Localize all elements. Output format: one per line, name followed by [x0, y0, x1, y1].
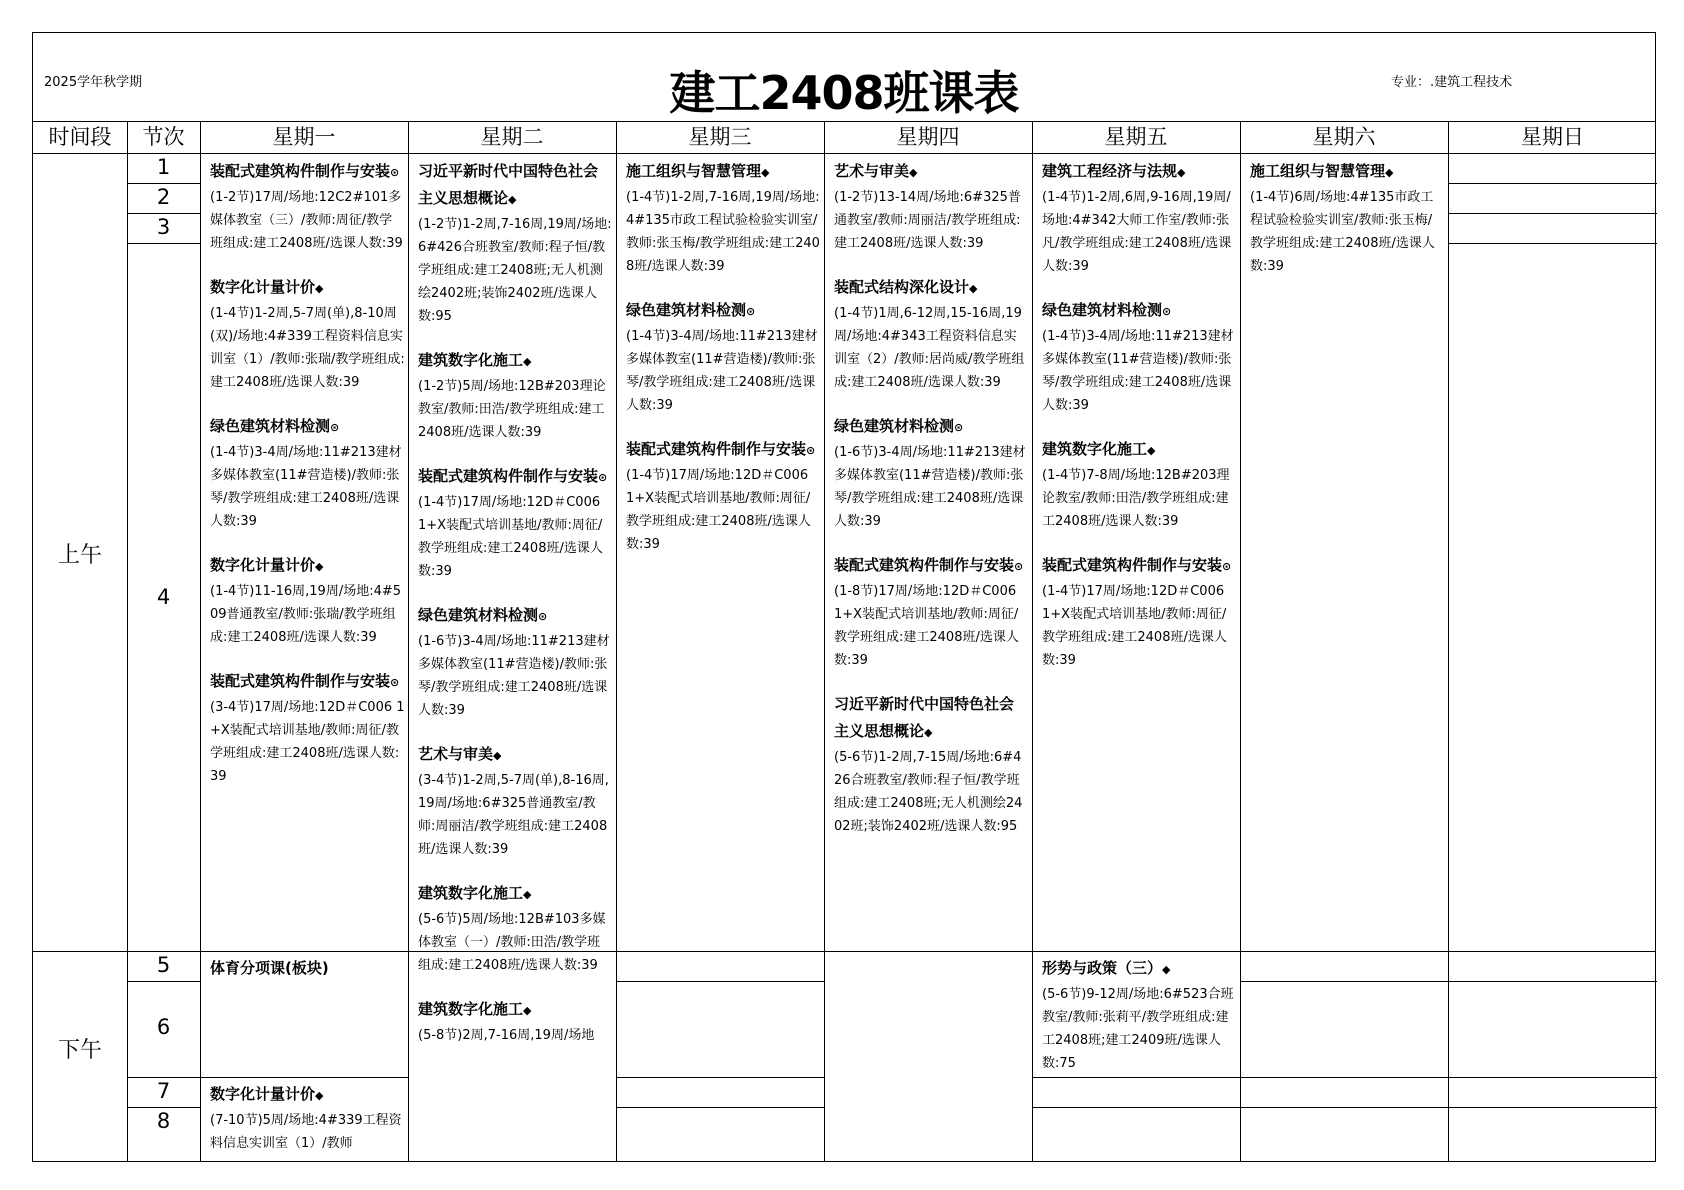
course-entry — [418, 880, 612, 977]
slot-number: 7 — [156, 1079, 171, 1103]
course-entry — [834, 158, 1028, 255]
course-name: 绿色建筑材料检测⊙ — [418, 606, 548, 624]
slot-number: 6 — [156, 1015, 171, 1039]
course-entry — [1042, 297, 1236, 417]
course-entry — [210, 413, 405, 533]
course-type-icon: ◆ — [909, 166, 918, 179]
header-tuesday: 星期二 — [480, 125, 544, 149]
course-name: 施工组织与智慧管理◆ — [1250, 162, 1394, 180]
course-detail: (1-6节)3-4周/场地:11#213建材多媒体教室(11#营造楼)/教师:张琴/教学班组成:建工2408班/选课人数:39 — [418, 634, 610, 718]
course-name: 建筑数字化施工◆ — [418, 351, 532, 369]
course-detail: (1-4节)17周/场地:12D＃C006 1+X装配式培训基地/教师:周征/教学班组成:建工2408班/选课人数:39 — [418, 495, 603, 579]
period-morning: 上午 — [57, 543, 102, 568]
grid-line — [616, 981, 824, 982]
course-type-icon: ◆ — [493, 749, 502, 762]
course-detail: (1-2节)17周/场地:12C2#101多媒体教室（三）/教师:周征/教学班组成:建工2408班/选课人数:39 — [210, 190, 403, 251]
course-entry — [626, 297, 820, 417]
course-name: 习近平新时代中国特色社会主义思想概论◆ — [834, 695, 1015, 740]
grid-line — [1240, 1077, 1448, 1078]
grid-line — [1032, 1107, 1240, 1108]
grid-line — [127, 213, 200, 214]
course-type-icon: ◆ — [761, 166, 770, 179]
course-detail: (1-4节)7-8周/场地:12B#203理论教室/教师:田浩/教学班组成:建工2408班/选课人数:39 — [1042, 468, 1230, 529]
grid-line — [408, 121, 409, 1161]
course-detail: (1-2节)13-14周/场地:6#325普通教室/教师:周丽洁/教学班组成:建工2408班/选课人数:39 — [834, 190, 1021, 251]
course-type-icon: ⊙ — [390, 166, 400, 179]
course-detail: (1-2节)1-2周,7-16周,19周/场地:6#426合班教室/教师:程子恒/教学班组成:建工2408班;无人机测绘2402班;装饰2402班/选课人数:95 — [418, 217, 612, 324]
grid-line — [1240, 121, 1241, 1161]
course-entry — [834, 274, 1028, 394]
header-friday: 星期五 — [1104, 125, 1168, 149]
course-name: 数字化计量计价◆ — [210, 1085, 324, 1103]
course-detail: (1-4节)3-4周/场地:11#213建材多媒体教室(11#营造楼)/教师:张琴/教学班组成:建工2408班/选课人数:39 — [210, 445, 402, 529]
course-detail: (5-6节)5周/场地:12B#103多媒体教室（一）/教师:田浩/教学班组成:建工2408班/选课人数:39 — [418, 912, 606, 973]
grid-line — [200, 1077, 408, 1078]
friday-am-cell — [1042, 158, 1236, 951]
course-type-icon: ◆ — [523, 888, 532, 901]
course-name: 装配式建筑构件制作与安装⊙ — [210, 162, 400, 180]
course-entry — [418, 158, 612, 328]
course-name: 装配式建筑构件制作与安装⊙ — [626, 440, 816, 458]
course-name: 建筑工程经济与法规◆ — [1042, 162, 1186, 180]
course-type-icon: ◆ — [315, 560, 324, 573]
course-detail: (5-6节)9-12周/场地:6#523合班教室/教师:张莉平/教学班组成:建工2408班;建工2409班/选课人数:75 — [1042, 987, 1234, 1071]
major-label: 专业：.建筑工程技术 — [1391, 75, 1513, 90]
grid-line — [1448, 243, 1657, 244]
course-detail: (1-2节)5周/场地:12B#203理论教室/教师:田浩/教学班组成:建工2408班/选课人数:39 — [418, 379, 606, 440]
course-detail: (3-4节)1-2周,5-7周(单),8-16周,19周/场地:6#325普通教室/教师:周丽洁/教学班组成:建工2408班/选课人数:39 — [418, 773, 609, 857]
course-name: 形势与政策（三）◆ — [1042, 959, 1171, 977]
course-entry — [834, 552, 1028, 672]
course-name: 习近平新时代中国特色社会主义思想概论◆ — [418, 162, 599, 207]
course-type-icon: ◆ — [1147, 444, 1156, 457]
slot-number: 5 — [156, 953, 171, 977]
course-entry — [626, 436, 820, 556]
course-detail: (1-6节)3-4周/场地:11#213建材多媒体教室(11#营造楼)/教师:张琴/教学班组成:建工2408班/选课人数:39 — [834, 445, 1026, 529]
course-type-icon: ⊙ — [746, 305, 756, 318]
header-slot: 节次 — [142, 125, 185, 149]
grid-line — [824, 121, 825, 1161]
monday-am-cell — [210, 158, 405, 951]
grid-line — [1448, 121, 1449, 1161]
course-name: 绿色建筑材料检测⊙ — [210, 417, 340, 435]
course-name: 建筑数字化施工◆ — [418, 884, 532, 902]
course-type-icon: ⊙ — [1162, 305, 1172, 318]
course-name: 绿色建筑材料检测⊙ — [626, 301, 756, 319]
grid-line — [1240, 981, 1448, 982]
grid-line — [1448, 213, 1657, 214]
slot-number: 4 — [156, 585, 171, 609]
header-thursday: 星期四 — [896, 125, 960, 149]
grid-line — [1448, 1077, 1657, 1078]
course-type-icon: ◆ — [523, 1004, 532, 1017]
grid-line — [127, 121, 128, 1161]
course-detail: (1-4节)1-2周,5-7周(单),8-10周(双)/场地:4#339工程资料信息实训室（1）/教师:张瑞/教学班组成:建工2408班/选课人数:39 — [210, 306, 405, 390]
course-detail: (7-10节)5周/场地:4#339工程资料信息实训室（1）/教师 — [210, 1113, 402, 1151]
course-type-icon: ⊙ — [1014, 560, 1024, 573]
course-name: 装配式建筑构件制作与安装⊙ — [1042, 556, 1232, 574]
course-entry — [210, 552, 405, 649]
header-sunday: 星期日 — [1521, 125, 1584, 149]
grid-line — [1448, 183, 1657, 184]
course-entry — [1042, 552, 1236, 672]
grid-line — [127, 1077, 200, 1078]
grid-line — [616, 1107, 824, 1108]
course-type-icon: ◆ — [508, 193, 517, 206]
course-name: 装配式建筑构件制作与安装⊙ — [210, 672, 400, 690]
course-detail: (5-8节)2周,7-16周,19周/场地 — [418, 1028, 595, 1043]
course-name: 装配式结构深化设计◆ — [834, 278, 978, 296]
saturday-am-cell — [1250, 158, 1444, 951]
course-type-icon: ⊙ — [538, 610, 548, 623]
header-time-period: 时间段 — [48, 125, 112, 149]
slot-number: 3 — [156, 215, 171, 239]
grid-line — [616, 1077, 824, 1078]
grid-line — [200, 121, 201, 1161]
grid-line — [127, 1107, 200, 1108]
course-type-icon: ◆ — [315, 1089, 324, 1102]
wednesday-am-cell — [626, 158, 820, 951]
course-type-icon: ⊙ — [954, 421, 964, 434]
grid-line — [616, 121, 617, 1161]
course-entry — [626, 158, 820, 278]
header-saturday: 星期六 — [1312, 125, 1376, 149]
grid-line — [1240, 1107, 1448, 1108]
course-type-icon: ⊙ — [806, 444, 816, 457]
course-detail: (1-4节)17周/场地:12D＃C006 1+X装配式培训基地/教师:周征/教学班组成:建工2408班/选课人数:39 — [626, 468, 811, 552]
course-type-icon: ◆ — [924, 726, 933, 739]
course-entry — [418, 347, 612, 444]
grid-line — [33, 153, 1655, 154]
slot-number: 1 — [156, 155, 171, 179]
course-entry — [418, 463, 612, 583]
course-detail: (1-4节)3-4周/场地:11#213建材多媒体教室(11#营造楼)/教师:张琴/教学班组成:建工2408班/选课人数:39 — [1042, 329, 1234, 413]
course-name: 建筑数字化施工◆ — [418, 1000, 532, 1018]
course-name: 装配式建筑构件制作与安装⊙ — [418, 467, 608, 485]
semester-label: 2025学年秋学期 — [44, 75, 143, 90]
course-entry — [834, 691, 1028, 838]
course-detail: (1-4节)17周/场地:12D＃C006 1+X装配式培训基地/教师:周征/教学班组成:建工2408班/选课人数:39 — [1042, 584, 1227, 668]
course-entry — [1042, 158, 1236, 278]
course-detail: (1-4节)6周/场地:4#135市政工程试验检验实训室/教师:张玉梅/教学班组成:建工2408班/选课人数:39 — [1250, 190, 1435, 274]
course-type-icon: ⊙ — [1222, 560, 1232, 573]
course-entry — [834, 413, 1028, 533]
course-detail: (3-4节)17周/场地:12D＃C006 1+X装配式培训基地/教师:周征/教学班组成:建工2408班/选课人数:39 — [210, 700, 405, 784]
course-entry — [418, 741, 612, 861]
grid-line — [127, 243, 200, 244]
header-wednesday: 星期三 — [688, 125, 752, 149]
grid-line — [1032, 121, 1033, 1161]
course-type-icon: ◆ — [1177, 166, 1186, 179]
course-entry — [418, 602, 612, 722]
course-name: 建筑数字化施工◆ — [1042, 440, 1156, 458]
course-detail: (1-4节)3-4周/场地:11#213建材多媒体教室(11#营造楼)/教师:张琴/教学班组成:建工2408班/选课人数:39 — [626, 329, 818, 413]
course-detail: (1-4节)1周,6-12周,15-16周,19周/场地:4#343工程资料信息实训室（2）/教师:居尚威/教学班组成:建工2408班/选课人数:39 — [834, 306, 1025, 390]
course-entry — [210, 668, 405, 788]
monday-pm-cell-1 — [210, 955, 405, 1075]
grid-line — [127, 981, 200, 982]
course-name: 艺术与审美◆ — [834, 162, 918, 180]
course-name: 体育分项课(板块) — [210, 959, 329, 977]
course-name: 装配式建筑构件制作与安装⊙ — [834, 556, 1024, 574]
course-entry — [1250, 158, 1444, 278]
course-type-icon: ◆ — [1162, 963, 1171, 976]
grid-line — [127, 183, 200, 184]
header-monday: 星期一 — [272, 125, 336, 149]
course-entry — [210, 158, 405, 255]
timetable-sheet — [32, 32, 1656, 1162]
monday-pm-cell-2 — [210, 1081, 405, 1161]
friday-pm-cell — [1042, 955, 1236, 1075]
course-type-icon: ⊙ — [390, 676, 400, 689]
course-name: 数字化计量计价◆ — [210, 556, 324, 574]
thursday-cell — [834, 158, 1028, 1098]
grid-line — [1032, 1077, 1240, 1078]
course-entry — [1042, 436, 1236, 533]
period-afternoon: 下午 — [57, 1038, 102, 1063]
course-detail: (1-4节)1-2周,7-16周,19周/场地:4#135市政工程试验检验实训室/教师:张玉梅/教学班组成:建工2408班/选课人数:39 — [626, 190, 820, 274]
course-type-icon: ◆ — [315, 282, 324, 295]
course-name: 施工组织与智慧管理◆ — [626, 162, 770, 180]
course-type-icon: ⊙ — [330, 421, 340, 434]
course-name: 数字化计量计价◆ — [210, 278, 324, 296]
course-detail: (1-8节)17周/场地:12D＃C006 1+X装配式培训基地/教师:周征/教学班组成:建工2408班/选课人数:39 — [834, 584, 1019, 668]
slot-number: 2 — [156, 185, 171, 209]
page-title: 建工2408班课表 — [669, 66, 1019, 120]
tuesday-cell — [418, 158, 612, 1161]
course-name: 绿色建筑材料检测⊙ — [1042, 301, 1172, 319]
course-name: 艺术与审美◆ — [418, 745, 502, 763]
course-type-icon: ⊙ — [598, 471, 608, 484]
course-detail: (1-4节)11-16周,19周/场地:4#509普通教室/教师:张瑞/教学班组成:建工2408班/选课人数:39 — [210, 584, 402, 645]
course-detail: (5-6节)1-2周,7-15周/场地:6#426合班教室/教师:程子恒/教学班组成:建工2408班;无人机测绘2402班;装饰2402班/选课人数:95 — [834, 750, 1023, 834]
course-entry — [418, 996, 612, 1047]
course-type-icon: ◆ — [1385, 166, 1394, 179]
grid-line — [1448, 981, 1657, 982]
slot-number: 8 — [156, 1109, 171, 1133]
grid-line — [1448, 1107, 1657, 1108]
course-entry — [210, 274, 405, 394]
course-type-icon: ◆ — [969, 282, 978, 295]
course-type-icon: ◆ — [523, 355, 532, 368]
course-detail: (1-4节)1-2周,6周,9-16周,19周/场地:4#342大师工作室/教师:张凡/教学班组成:建工2408班/选课人数:39 — [1042, 190, 1232, 274]
course-name: 绿色建筑材料检测⊙ — [834, 417, 964, 435]
